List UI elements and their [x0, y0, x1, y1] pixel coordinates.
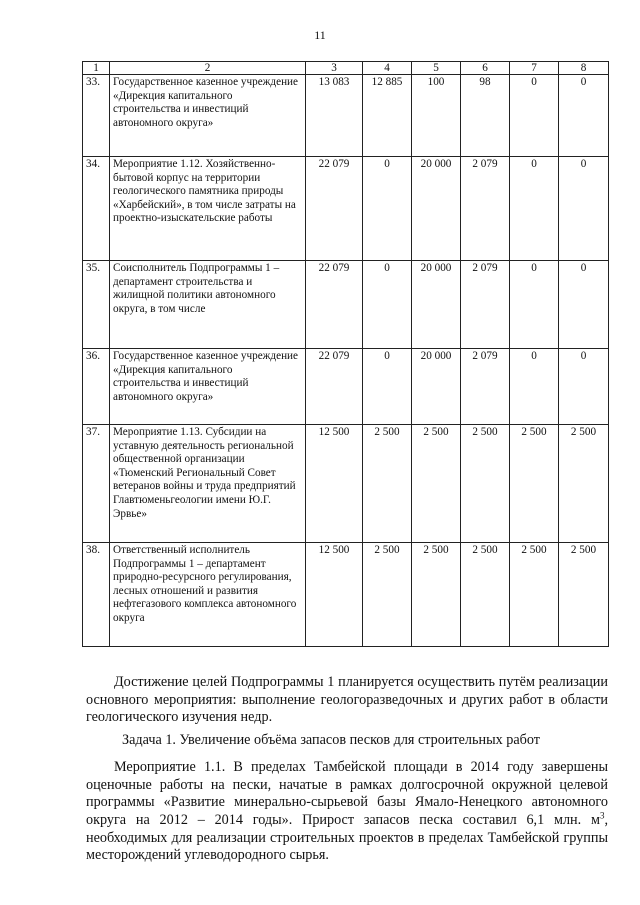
paragraph-measure-tail: , необходимых для реализации строительных проектов в пределах Тамбейской группы месторождений углеводородного сырья. — [86, 811, 608, 864]
cell-value: 0 — [510, 261, 559, 349]
cell-value: 2 500 — [559, 425, 609, 543]
row-description: Мероприятие 1.13. Субсидии на уставную деятельность региональной общественной организации «Тюменский Региональный Совет ветеранов войны и труда предприятий Главтюменьгеологии имени Ю.Г. Эрвье» — [110, 425, 306, 543]
cell-value: 0 — [363, 261, 412, 349]
cell-value: 20 000 — [412, 157, 461, 261]
cell-value: 2 500 — [510, 425, 559, 543]
col-header: 8 — [559, 62, 609, 75]
cell-value: 12 885 — [363, 75, 412, 157]
cell-value: 20 000 — [412, 261, 461, 349]
col-header: 4 — [363, 62, 412, 75]
cell-value: 0 — [559, 261, 609, 349]
row-description: Мероприятие 1.12. Хозяйственно-бытовой корпус на территории геологического памятника природы «Харбейский», в том числе затраты на проектно-изыскательские работы — [110, 157, 306, 261]
col-header: 3 — [306, 62, 363, 75]
cell-value: 2 500 — [363, 425, 412, 543]
table-row — [83, 425, 609, 543]
cell-value: 98 — [461, 75, 510, 157]
cell-value: 0 — [510, 349, 559, 425]
cell-value: 0 — [363, 349, 412, 425]
col-header: 7 — [510, 62, 559, 75]
cell-value: 2 500 — [412, 543, 461, 647]
cell-value: 0 — [559, 157, 609, 261]
cell-value: 12 500 — [306, 425, 363, 543]
row-description: Государственное казенное учреждение «Дирекция капитального строительства и инвестиций автономного округа» — [110, 75, 306, 157]
cell-value: 22 079 — [306, 261, 363, 349]
paragraph-measure-main: Мероприятие 1.1. В пределах Тамбейской площади в 2014 году завершены оценочные работы на пески, начатые в рамках долгосрочной окружной целевой программы «Развитие минерально-сырьевой базы Ямало-Ненецкого автономного округа на 2012 – 2014 годы». Прирост запасов песка составил 6,1 млн. м — [86, 759, 608, 828]
paragraph-goals: Достижение целей Подпрограммы 1 планируется осуществить путём реализации основного мероприятия: выполнение геологоразведочных и других работ в области геологического изучения недр. — [86, 674, 608, 726]
col-header: 1 — [83, 62, 110, 75]
cell-value: 0 — [363, 157, 412, 261]
cell-value: 13 083 — [306, 75, 363, 157]
cell-value: 2 500 — [559, 543, 609, 647]
cell-value: 2 079 — [461, 261, 510, 349]
cell-value: 100 — [412, 75, 461, 157]
cell-value: 2 079 — [461, 157, 510, 261]
cell-value: 0 — [510, 157, 559, 261]
cell-value: 0 — [510, 75, 559, 157]
row-description: Соисполнитель Подпрограммы 1 – департамент строительства и жилищной политики автономного округа, в том числе — [110, 261, 306, 349]
row-description: Государственное казенное учреждение «Дирекция капитального строительства и инвестиций автономного округа» — [110, 349, 306, 425]
row-number: 36. — [83, 349, 110, 425]
row-number: 33. — [83, 75, 110, 157]
table-row — [83, 75, 609, 157]
cell-value: 22 079 — [306, 349, 363, 425]
col-header: 5 — [412, 62, 461, 75]
page-number: 11 — [314, 28, 326, 42]
col-header: 6 — [461, 62, 510, 75]
table-header-row — [83, 62, 609, 75]
cell-value: 2 500 — [510, 543, 559, 647]
paragraph-measure — [86, 759, 608, 865]
cell-value: 2 500 — [363, 543, 412, 647]
row-number: 37. — [83, 425, 110, 543]
cell-value: 2 500 — [461, 425, 510, 543]
row-description: Ответственный исполнитель Подпрограммы 1 – департамент природно-ресурсного регулирования, лесных отношений и развития нефтегазового комплекса автономного округа — [110, 543, 306, 647]
budget-table — [82, 61, 609, 647]
cell-value: 12 500 — [306, 543, 363, 647]
cell-value: 0 — [559, 349, 609, 425]
cell-value: 22 079 — [306, 157, 363, 261]
cell-value: 2 500 — [412, 425, 461, 543]
col-header: 2 — [110, 62, 306, 75]
cell-value: 0 — [559, 75, 609, 157]
row-number: 38. — [83, 543, 110, 647]
table-row — [83, 349, 609, 425]
table-row — [83, 543, 609, 647]
row-number: 34. — [83, 157, 110, 261]
cubic-superscript: 3 — [599, 810, 605, 821]
table-row — [83, 157, 609, 261]
cell-value: 2 500 — [461, 543, 510, 647]
row-number: 35. — [83, 261, 110, 349]
cell-value: 2 079 — [461, 349, 510, 425]
paragraph-task-heading: Задача 1. Увеличение объёма запасов песков для строительных работ — [122, 732, 540, 749]
table-row — [83, 261, 609, 349]
cell-value: 20 000 — [412, 349, 461, 425]
